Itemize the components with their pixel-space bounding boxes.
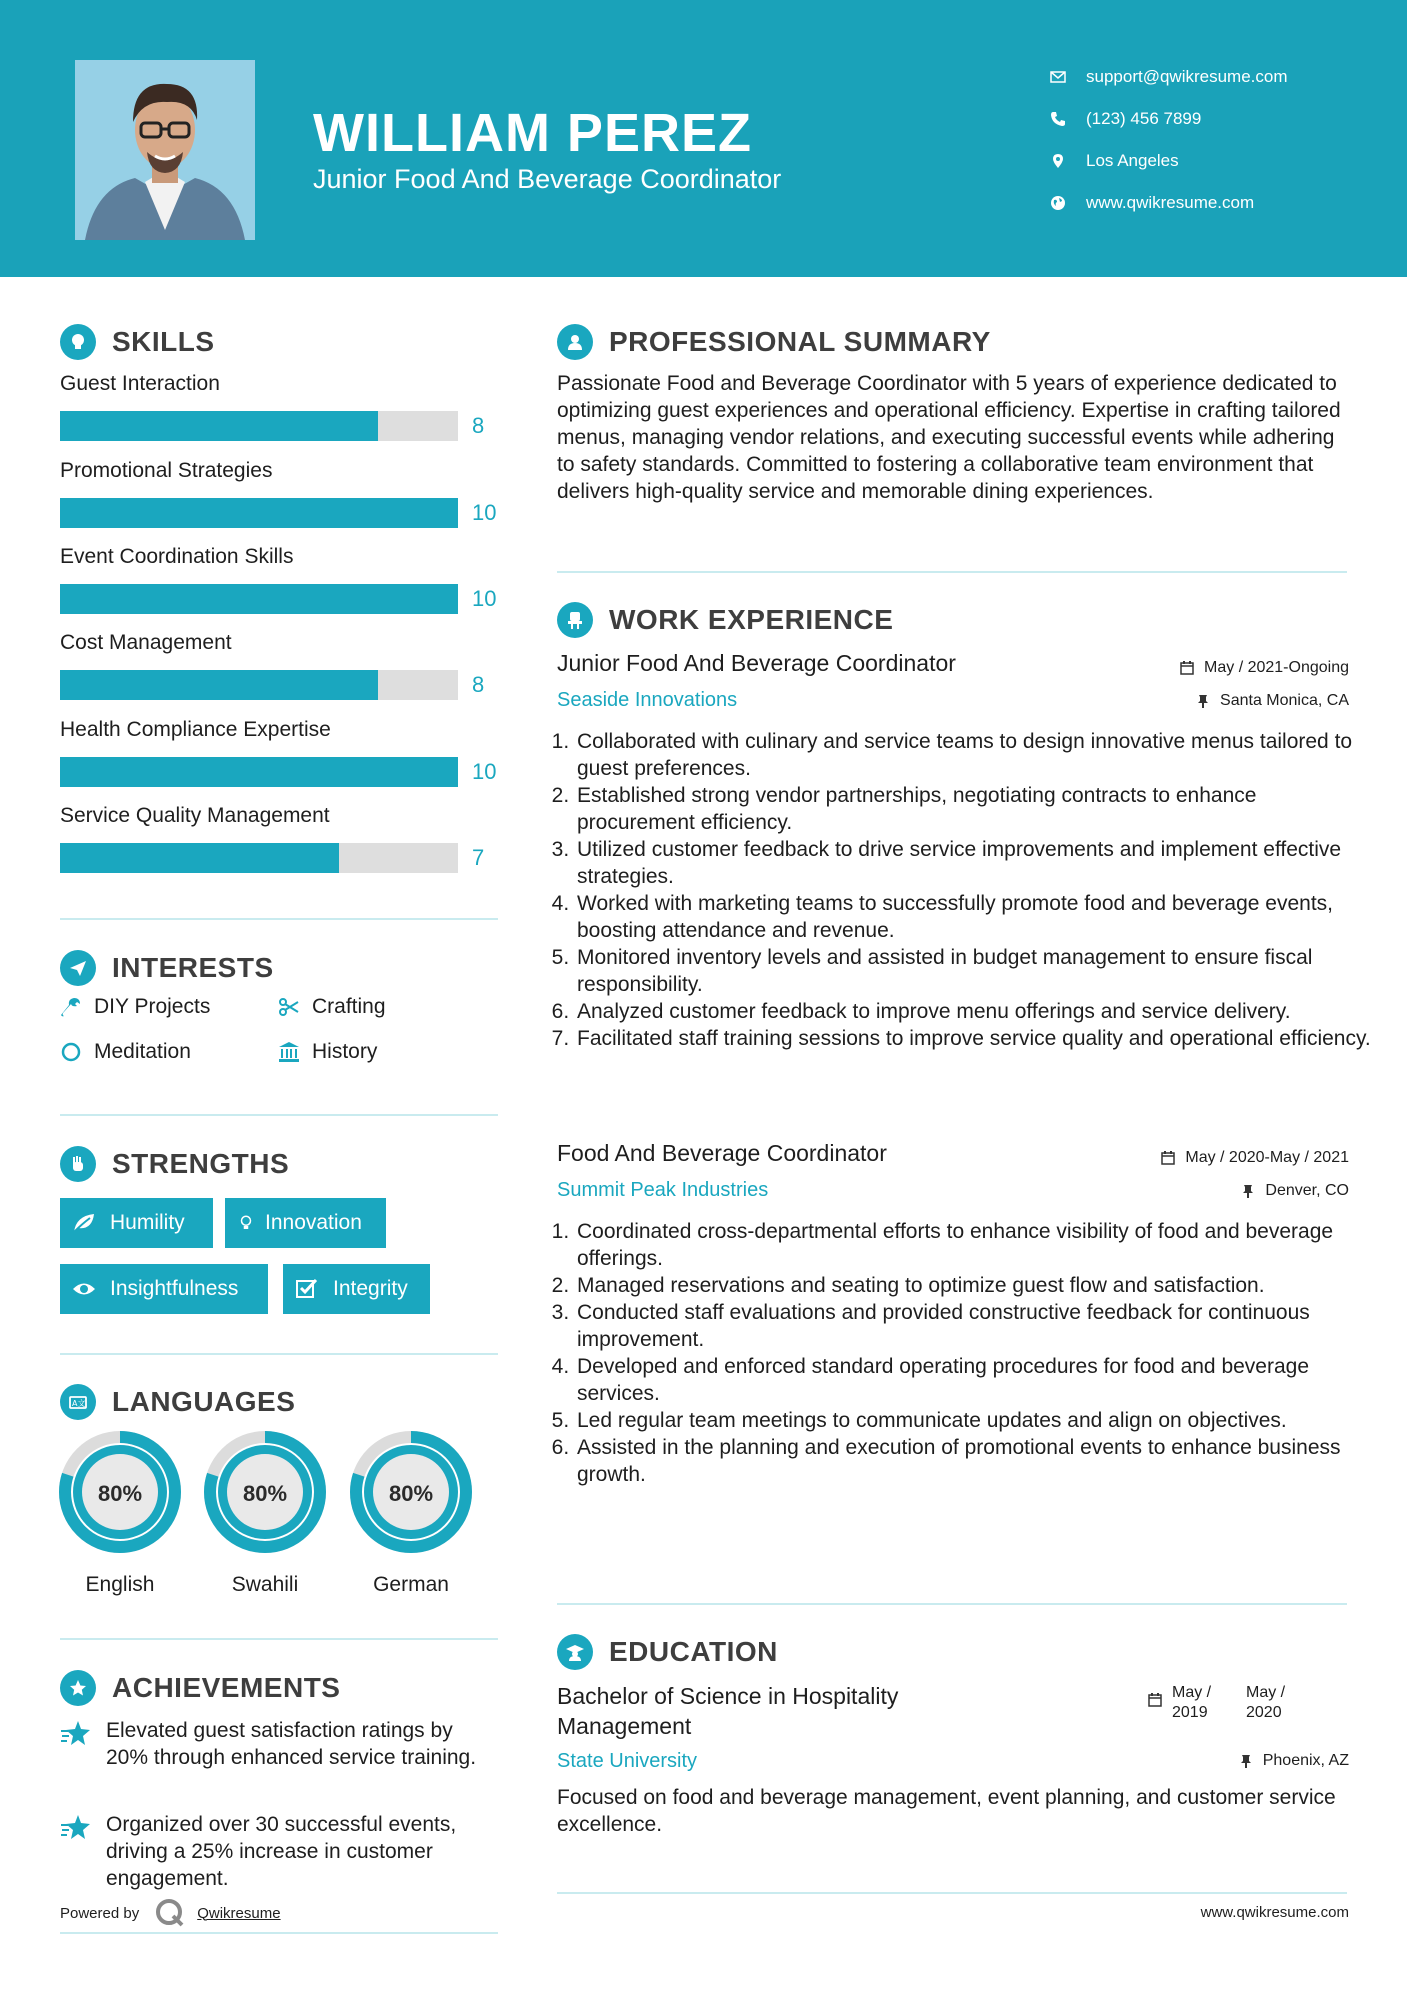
envelope-icon <box>1050 69 1086 85</box>
job-bullet: 7. Facilitated staff training sessions to improve service quality and operational efficiency. <box>575 1025 1375 1052</box>
circle-icon <box>60 1041 82 1063</box>
experience-heading <box>557 602 893 638</box>
language-percent: 80% <box>388 1481 434 1506</box>
divider <box>60 1638 498 1640</box>
pin-icon <box>1241 1184 1255 1198</box>
language-item <box>349 1430 473 1597</box>
education-end: May / 2020 <box>1246 1684 1286 1721</box>
skill-name: Event Coordination Skills <box>60 545 294 568</box>
star-icon <box>60 1719 92 1749</box>
check-square-icon <box>295 1278 319 1300</box>
interest-label: DIY Projects <box>94 995 211 1018</box>
interest-item <box>278 995 386 1019</box>
job-bullet: 1. Coordinated cross-departmental efforts to enhance visibility of food and beverage offerings. <box>575 1218 1375 1272</box>
job-dates-text: May / 2020-May / 2021 <box>1185 1149 1349 1166</box>
language-name: German <box>373 1573 449 1596</box>
achievement-text: Elevated guest satisfaction ratings by 20% through enhanced service training. <box>106 1719 477 1769</box>
powered-by <box>60 1898 281 1928</box>
eye-icon <box>72 1278 96 1300</box>
language-ring <box>203 1430 327 1554</box>
job-location-text: Denver, CO <box>1265 1182 1349 1199</box>
education-dates <box>1148 1683 1296 1723</box>
language-percent: 80% <box>97 1481 143 1506</box>
skill-name: Guest Interaction <box>60 372 220 395</box>
job-bullet: 3. Utilized customer feedback to drive service improvements and implement effective strategies. <box>575 836 1375 890</box>
strength-label: Humility <box>110 1211 185 1234</box>
skill-fill <box>60 670 378 700</box>
contact-website[interactable] <box>1050 182 1390 224</box>
skill-fill <box>60 411 378 441</box>
strength-chip <box>60 1264 268 1314</box>
candidate-name: WILLIAM PEREZ <box>313 103 752 163</box>
divider <box>60 1932 498 1934</box>
lightbulb-icon <box>60 324 96 360</box>
job-bullet: 2. Managed reservations and seating to optimize guest flow and satisfaction. <box>575 1272 1375 1299</box>
achievement-text: Organized over 30 successful events, driving a 25% increase in customer engagement. <box>106 1813 457 1890</box>
contact-phone[interactable] <box>1050 98 1390 140</box>
pin-icon <box>1196 694 1210 708</box>
job-title: Food And Beverage Coordinator <box>557 1140 887 1166</box>
interest-item <box>60 1040 191 1064</box>
divider <box>60 1353 498 1355</box>
job-bullet: 6. Analyzed customer feedback to improve menu offerings and service delivery. <box>575 998 1375 1025</box>
skill-name: Promotional Strategies <box>60 459 273 482</box>
skills-heading <box>60 324 215 360</box>
job-bullet: 6. Assisted in the planning and execution of promotional events to enhance business growth. <box>575 1434 1375 1488</box>
qwikresume-logo-icon <box>155 1898 185 1928</box>
interest-label: Meditation <box>94 1040 191 1063</box>
job-bullet: 5. Led regular team meetings to communicate updates and align on objectives. <box>575 1407 1375 1434</box>
education-location <box>1239 1752 1349 1770</box>
job-bullet: 4. Developed and enforced standard operating procedures for food and beverage services. <box>575 1353 1375 1407</box>
strengths-title: STRENGTHS <box>112 1148 290 1179</box>
skill-bar <box>60 411 500 441</box>
skill-value: 10 <box>472 500 497 525</box>
lightbulb-icon <box>237 1212 255 1234</box>
translate-icon <box>60 1384 96 1420</box>
skill-name: Cost Management <box>60 631 232 654</box>
candidate-title: Junior Food And Beverage Coordinator <box>313 164 782 194</box>
skill-item <box>60 369 500 441</box>
divider <box>557 571 1347 573</box>
job-bullets <box>557 728 1375 1052</box>
divider <box>60 918 498 920</box>
header-banner <box>0 0 1407 277</box>
contact-location-text: Los Angeles <box>1086 151 1179 170</box>
divider <box>557 1892 1347 1894</box>
strength-label: Insightfulness <box>110 1277 239 1300</box>
job-bullet: 5. Monitored inventory levels and assisted in budget management to ensure fiscal responsibility. <box>575 944 1375 998</box>
summary-heading <box>557 324 991 360</box>
strength-chip <box>225 1198 386 1248</box>
skill-name: Health Compliance Expertise <box>60 718 331 741</box>
skill-fill <box>60 584 458 614</box>
experience-title: WORK EXPERIENCE <box>609 604 894 635</box>
wrench-icon <box>60 996 82 1018</box>
skill-bar <box>60 843 500 873</box>
scissors-icon <box>278 996 300 1018</box>
profile-photo <box>75 60 255 240</box>
pin-icon <box>1239 1754 1253 1768</box>
calendar-icon <box>1148 1693 1162 1707</box>
summary-text: Passionate Food and Beverage Coordinator with 5 years of experience dedicated to optimizing guest experiences and operational efficiency. Expertise in crafting tailored menus, managing vendor relations, and executing successful events while adhering to safety standards. Committed to fostering a collaborative team environment that delivers high-quality service and memorable dining experiences. <box>557 372 1341 503</box>
skill-bar <box>60 584 500 614</box>
chair-icon <box>557 602 593 638</box>
interest-item <box>278 1040 377 1064</box>
contact-list <box>1050 56 1390 224</box>
language-item <box>203 1430 327 1597</box>
contact-location <box>1050 140 1390 182</box>
graduate-icon <box>557 1634 593 1670</box>
paper-plane-icon <box>60 950 96 986</box>
job-bullet: 4. Worked with marketing teams to successfully promote food and beverage events, boosting attendance and revenue. <box>575 890 1375 944</box>
achievements-title: ACHIEVEMENTS <box>112 1672 341 1703</box>
skill-fill <box>60 757 458 787</box>
person-photo-icon <box>75 60 255 240</box>
contact-email-text: support@qwikresume.com <box>1086 67 1288 86</box>
skills-title: SKILLS <box>112 326 215 357</box>
skill-fill <box>60 843 339 873</box>
museum-icon <box>278 1041 300 1063</box>
education-heading <box>557 1634 778 1670</box>
skill-value: 8 <box>472 413 485 438</box>
achievement-item <box>60 1811 500 1892</box>
strength-chip <box>60 1198 213 1248</box>
languages-title: LANGUAGES <box>112 1386 296 1417</box>
contact-phone-text: (123) 456 7899 <box>1086 109 1202 128</box>
interests-heading <box>60 950 274 986</box>
job-dates <box>1180 659 1349 677</box>
leaf-icon <box>72 1212 96 1234</box>
skill-value: 10 <box>472 586 497 611</box>
powered-by-brand[interactable]: Qwikresume <box>197 1904 281 1922</box>
job-dates-text: May / 2021-Ongoing <box>1204 659 1349 676</box>
strength-label: Integrity <box>333 1277 408 1300</box>
strengths-heading <box>60 1146 289 1182</box>
job-bullet: 3. Conducted staff evaluations and provided constructive feedback for continuous improvement. <box>575 1299 1375 1353</box>
powered-by-label: Powered by <box>60 1904 140 1922</box>
map-marker-icon <box>1050 153 1086 169</box>
interests-title: INTERESTS <box>112 952 274 983</box>
interest-label: Crafting <box>312 995 386 1018</box>
skill-value: 8 <box>472 672 485 697</box>
divider <box>557 1603 1347 1605</box>
skill-fill <box>60 498 458 528</box>
calendar-icon <box>1161 1151 1175 1165</box>
skill-item <box>60 628 500 700</box>
job-dates <box>1161 1149 1349 1167</box>
divider <box>60 1114 498 1116</box>
star-badge-icon <box>60 1670 96 1706</box>
summary-title: PROFESSIONAL SUMMARY <box>609 326 991 357</box>
skill-item <box>60 456 500 528</box>
education-location-text: Phoenix, AZ <box>1262 1752 1349 1769</box>
job-bullet: 2. Established strong vendor partnerships, negotiating contracts to enhance procurement efficiency. <box>575 782 1375 836</box>
achievements-heading <box>60 1670 340 1706</box>
job-location <box>1241 1182 1349 1200</box>
education-start: May / 2019 <box>1172 1684 1212 1721</box>
language-name: Swahili <box>231 1573 299 1596</box>
languages-heading <box>60 1384 295 1420</box>
job-bullet: 1. Collaborated with culinary and service teams to design innovative menus tailored to guest preferences. <box>575 728 1375 782</box>
user-icon <box>557 324 593 360</box>
skill-item <box>60 801 500 873</box>
education-description: Focused on food and beverage management, event planning, and customer service excellence. <box>557 1786 1336 1836</box>
language-name: English <box>85 1573 155 1596</box>
strength-chip <box>283 1264 430 1314</box>
job-title: Junior Food And Beverage Coordinator <box>557 650 956 676</box>
language-item <box>58 1430 182 1597</box>
star-icon <box>60 1813 92 1843</box>
calendar-icon <box>1180 661 1194 675</box>
skill-bar <box>60 498 500 528</box>
school-name: State University <box>557 1750 698 1772</box>
skill-name: Service Quality Management <box>60 804 330 827</box>
interest-item <box>60 995 210 1019</box>
education-title: EDUCATION <box>609 1636 778 1667</box>
phone-icon <box>1050 111 1086 127</box>
company-name: Summit Peak Industries <box>557 1179 769 1201</box>
language-ring <box>349 1430 473 1554</box>
skill-bar <box>60 757 500 787</box>
contact-email[interactable] <box>1050 56 1390 98</box>
globe-icon <box>1050 195 1086 211</box>
skill-bar <box>60 670 500 700</box>
job-location-text: Santa Monica, CA <box>1220 692 1349 709</box>
interest-label: History <box>312 1040 378 1063</box>
contact-website-text: www.qwikresume.com <box>1086 193 1255 212</box>
strength-label: Innovation <box>265 1211 362 1234</box>
company-name: Seaside Innovations <box>557 689 738 711</box>
job-bullets <box>557 1218 1375 1488</box>
hand-icon <box>60 1146 96 1182</box>
language-ring <box>58 1430 182 1554</box>
skill-item <box>60 715 500 787</box>
language-percent: 80% <box>242 1481 288 1506</box>
achievement-item <box>60 1717 500 1771</box>
footer-website[interactable]: www.qwikresume.com <box>1200 1904 1349 1921</box>
skill-value: 10 <box>472 759 497 784</box>
skill-value: 7 <box>472 845 485 870</box>
skill-item <box>60 542 500 614</box>
svg-text:A文: A文 <box>72 1399 86 1408</box>
degree-title: Bachelor of Science in Hospitality Management <box>557 1683 899 1739</box>
job-location <box>1196 692 1349 710</box>
